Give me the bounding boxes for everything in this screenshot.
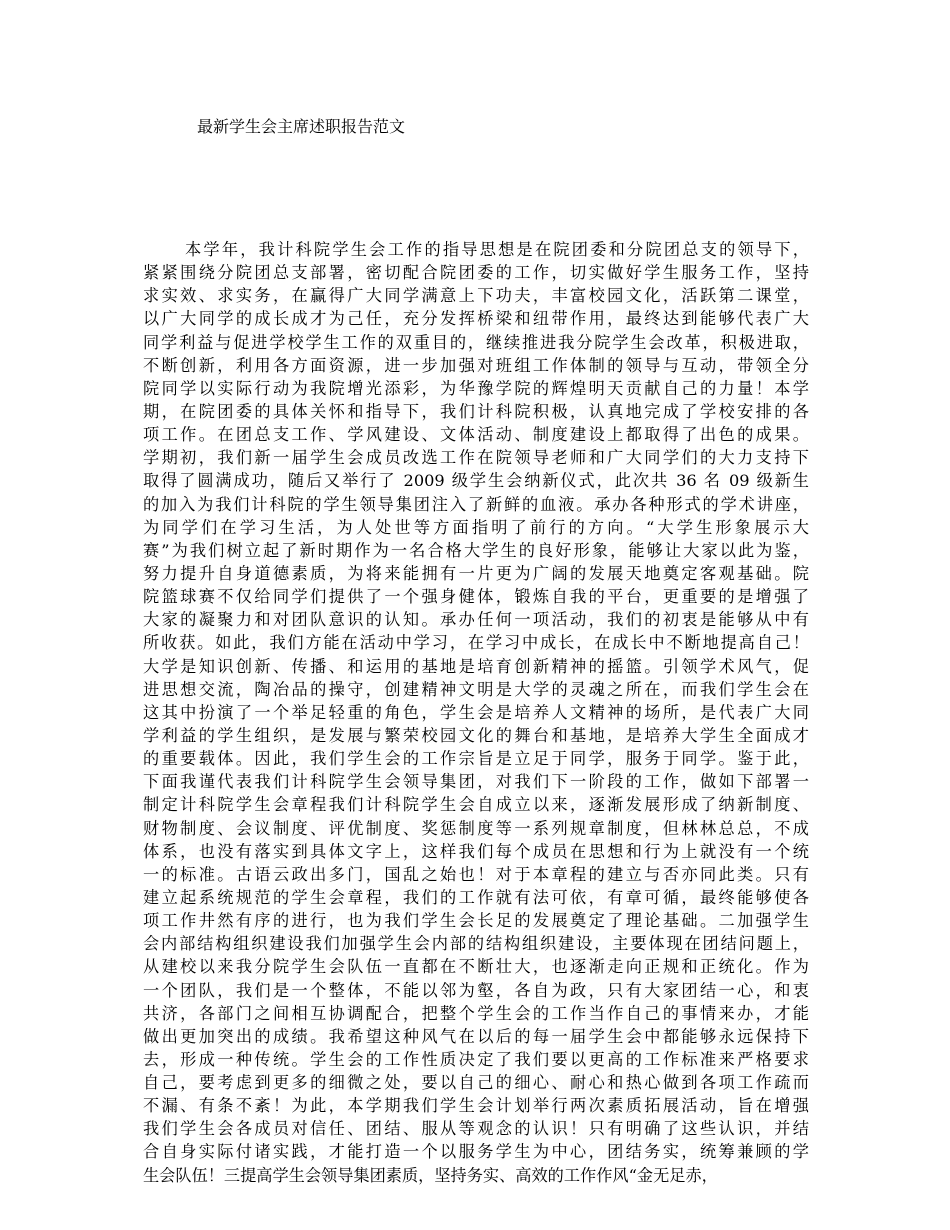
body-text-line: 不断创新，利用各方面资源，进一步加强对班组工作体制的领导与互动，带领全分 xyxy=(143,355,809,375)
body-text-line: 大学是知识创新、传播、和运用的基地是培育创新精神的摇篮。引领学术风气，促 xyxy=(143,656,809,676)
body-text-line: 不漏、有条不紊！为此，本学期我们学生会计划举行两次素质拓展活动，旨在增强 xyxy=(143,1096,809,1116)
body-text-line: 这其中扮演了一个举足轻重的角色，学生会是培养人文精神的场所，是代表广大同 xyxy=(143,702,809,722)
body-text-line: 建立起系统规范的学生会章程，我们的工作就有法可依，有章可循，最终能够使各 xyxy=(143,887,809,907)
body-text-line: 去，形成一种传统。学生会的工作性质决定了我们要以更高的工作标准来严格要求 xyxy=(143,1049,809,1069)
body-text-line: 赛”为我们树立起了新时期作为一名合格大学生的良好形象，能够让大家以此为鉴， xyxy=(143,540,809,560)
body-text-line: 的重要载体。因此，我们学生会的工作宗旨是立足于同学，服务于同学。鉴于此， xyxy=(143,749,809,769)
body-text-line: 项工作。在团总支工作、学风建设、文体活动、制度建设上都取得了出色的成果。 xyxy=(143,425,809,445)
body-text-line: 努力提升自身道德素质，为将来能拥有一片更为广阔的发展天地奠定客观基础。院 xyxy=(143,563,809,583)
body-text-line: 的加入为我们计科院的学生领导集团注入了新鲜的血液。承办各种形式的学术讲座， xyxy=(143,494,809,514)
body-text-line: 共济，各部门之间相互协调配合，把整个学生会的工作当作自己的事情来办，才能 xyxy=(143,1003,809,1023)
body-text-line: 制定计科院学生会章程我们计科院学生会自成立以来，逐渐发展形成了纳新制度、 xyxy=(143,795,809,815)
body-text-line: 从建校以来我分院学生会队伍一直都在不断壮大，也逐渐走向正规和正统化。作为 xyxy=(143,957,809,977)
body-text-line: 本学年，我计科院学生会工作的指导思想是在院团委和分院团总支的领导下， xyxy=(185,240,809,259)
body-text-line: 以广大同学的成长成才为己任，充分发挥桥梁和纽带作用，最终达到能够代表广大 xyxy=(143,309,809,329)
body-text-line: 紧紧围绕分院团总支部署，密切配合院团委的工作，切实做好学生服务工作，坚持 xyxy=(143,263,809,283)
body-text-line: 会内部结构组织建设我们加强学生会内部的结构组织建设，主要体现在团结问题上， xyxy=(143,934,809,954)
body-text-line: 院篮球赛不仅给同学们提供了一个强身健体，锻炼自我的平台，更重要的是增强了 xyxy=(143,587,809,607)
body-text-line: 项工作井然有序的进行，也为我们学生会长足的发展奠定了理论基础。二加强学生 xyxy=(143,911,809,931)
body-text-line: 取得了圆满成功，随后又举行了 2009 级学生会纳新仪式，此次共 36 名 09 级新生 xyxy=(143,471,809,491)
body-text-line: 体系，也没有落实到具体文字上，这样我们每个成员在思想和行为上就没有一个统 xyxy=(143,841,809,861)
body-text-line: 大家的凝聚力和对团队意识的认知。承办任何一项活动，我们的初衷是能够从中有 xyxy=(143,610,809,630)
body-text-line: 所收获。如此，我们方能在活动中学习，在学习中成长，在成长中不断地提高自己！ xyxy=(143,633,809,653)
body-text-line: 自己，要考虑到更多的细微之处，要以自己的细心、耐心和热心做到各项工作疏而 xyxy=(143,1073,809,1093)
body-text-line: 学利益的学生组织，是发展与繁荣校园文化的舞台和基地，是培养大学生全面成才 xyxy=(143,725,809,745)
body-text-line: 下面我谨代表我们计科院学生会领导集团，对我们下一阶段的工作，做如下部署一 xyxy=(143,772,809,792)
body-text-line: 期，在院团委的具体关怀和指导下，我们计科院积极，认真地完成了学校安排的各 xyxy=(143,401,809,421)
body-text-line: 生会队伍！三提高学生会领导集团素质，坚持务实、高效的工作作风“金无足赤， xyxy=(143,1165,718,1185)
body-text-line: 求实效、求实务，在赢得广大同学满意上下功夫，丰富校园文化，活跃第二课堂， xyxy=(143,286,809,306)
body-text-line: 院同学以实际行动为我院增光添彩，为华豫学院的辉煌明天贡献自己的力量！本学 xyxy=(143,378,809,398)
body-text-line: 我们学生会各成员对信任、团结、服从等观念的认识！只有明确了这些认识，并结 xyxy=(143,1119,809,1139)
body-text-line: 合自身实际付诸实践，才能打造一个以服务学生为中心，团结务实，统筹兼顾的学 xyxy=(143,1142,809,1162)
body-text-line: 做出更加突出的成绩。我希望这种风气在以后的每一届学生会中都能够永远保持下 xyxy=(143,1026,809,1046)
body-text-line: 一的标准。古语云政出多门，国乱之始也！对于本章程的建立与否亦同此类。只有 xyxy=(143,864,809,884)
body-text-line: 一个团队，我们是一个整体，不能以邻为壑，各自为政，只有大家团结一心，和衷 xyxy=(143,980,809,1000)
body-text-line: 同学利益与促进学校学生工作的双重目的，继续推进我分院学生会改革，积极进取， xyxy=(143,332,809,352)
body-text-line: 进思想交流，陶冶品的操守，创建精神文明是大学的灵魂之所在，而我们学生会在 xyxy=(143,679,809,699)
document-body xyxy=(143,238,809,1187)
body-text-line: 学期初，我们新一届学生会成员改选工作在院领导老师和广大同学们的大力支持下 xyxy=(143,448,809,468)
document-title: 最新学生会主席述职报告范文 xyxy=(197,117,406,136)
body-text-line: 财物制度、会议制度、评优制度、奖惩制度等一系列规章制度，但林林总总，不成 xyxy=(143,818,809,838)
body-text-line: 为同学们在学习生活，为人处世等方面指明了前行的方向。“大学生形象展示大 xyxy=(143,517,809,537)
